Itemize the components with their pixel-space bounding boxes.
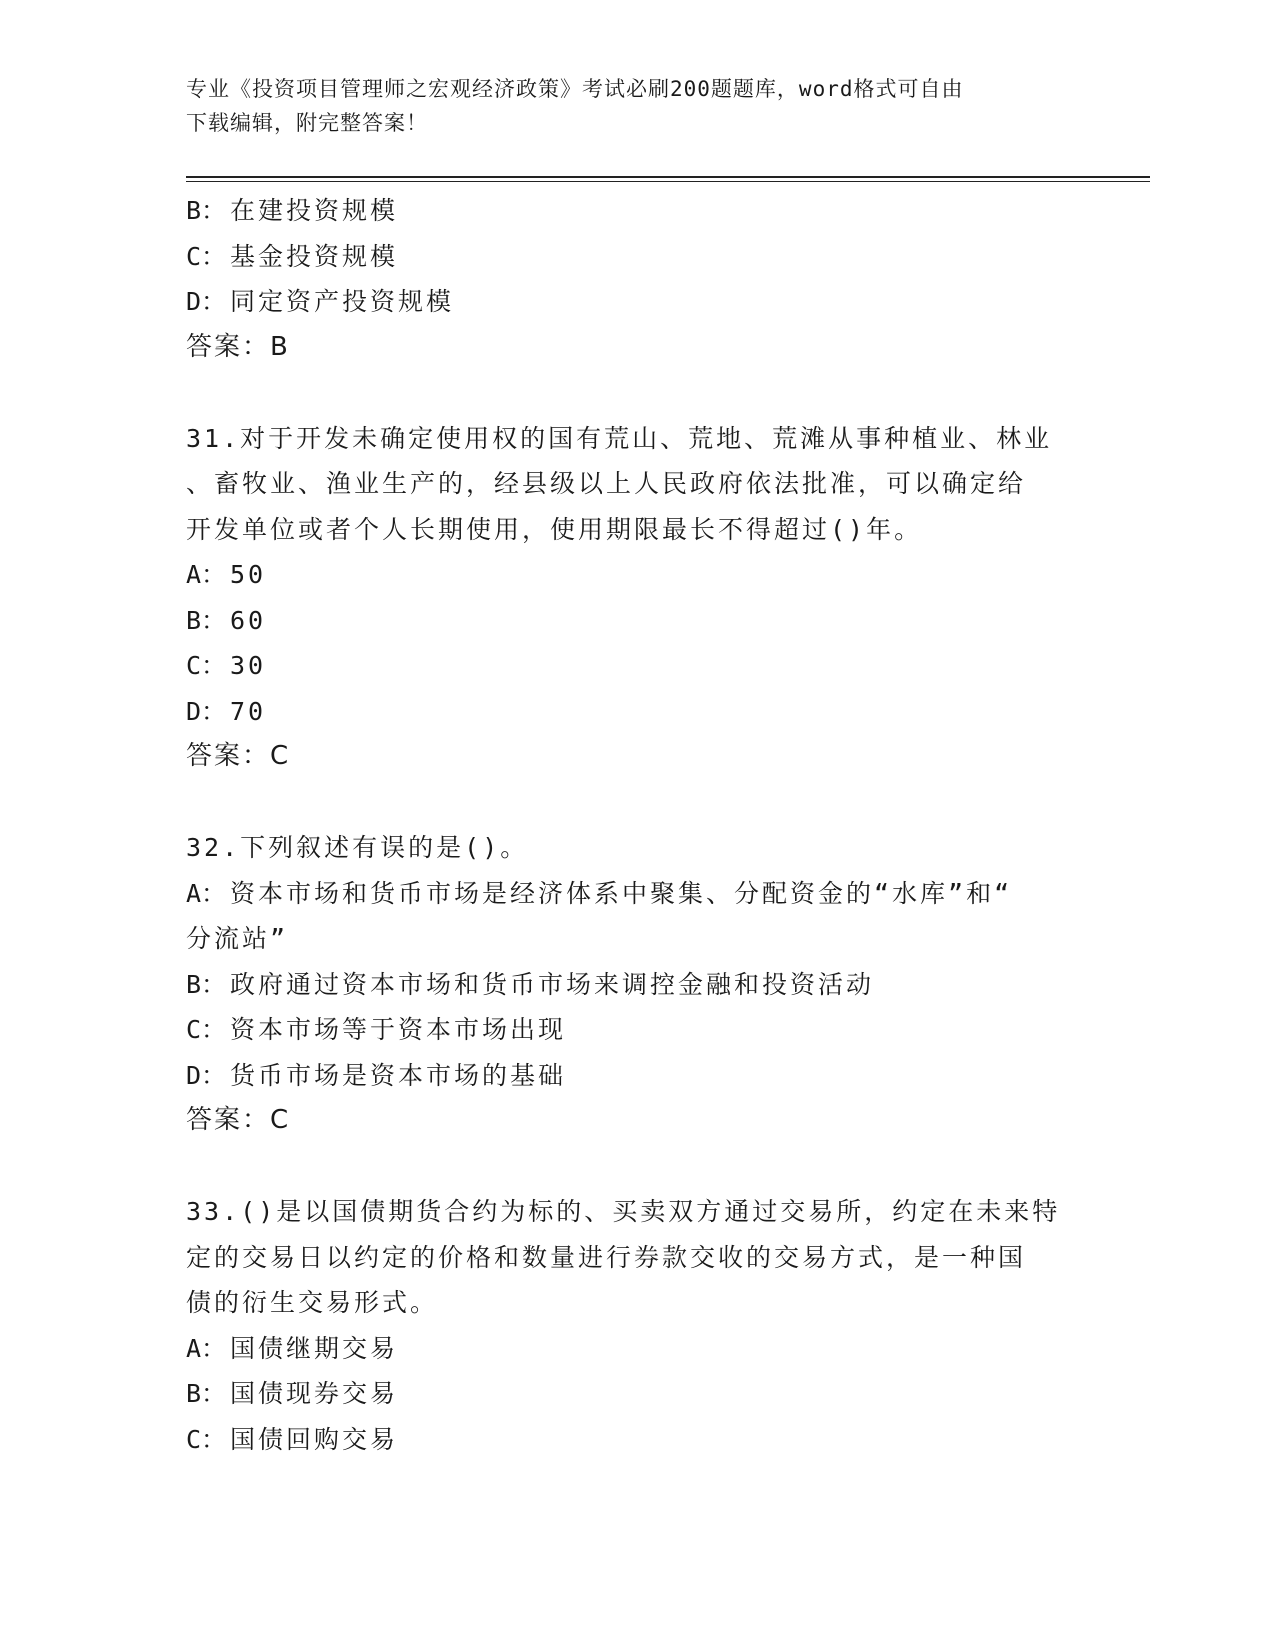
option-letter: A： bbox=[186, 1333, 227, 1363]
option-text: 同定资产投资规模 bbox=[230, 287, 455, 316]
option-text: 70 bbox=[230, 696, 267, 726]
header-rule-secondary bbox=[186, 181, 1150, 182]
header-line-1: 专业《投资项目管理师之宏观经济政策》考试必刷200题题库，word格式可自由 bbox=[186, 77, 964, 101]
question-32 bbox=[186, 825, 1066, 1144]
option-text: 在建投资规模 bbox=[230, 196, 399, 225]
option-letter: B： bbox=[186, 1379, 227, 1408]
option-b bbox=[186, 598, 1066, 644]
option-d bbox=[186, 1053, 1066, 1099]
question-33 bbox=[186, 1189, 1066, 1462]
option-letter: B： bbox=[186, 969, 227, 999]
option-letter: D： bbox=[186, 696, 227, 726]
question-stem-line: 33.()是以国债期货合约为标的、买卖双方通过交易所，约定在未来特 bbox=[186, 1197, 1061, 1226]
option-letter: C： bbox=[186, 651, 227, 680]
header-rule bbox=[186, 176, 1150, 178]
question-31 bbox=[186, 416, 1066, 780]
option-letter: C： bbox=[186, 241, 227, 271]
option-letter: B： bbox=[186, 605, 227, 635]
question-stem-line: 31.对于开发未确定使用权的国有荒山、荒地、荒滩从事种植业、林业 bbox=[186, 423, 1053, 453]
option-b bbox=[186, 1371, 1066, 1417]
option-letter: B： bbox=[186, 196, 227, 225]
option-d bbox=[186, 279, 1066, 325]
option-d bbox=[186, 689, 1066, 735]
option-c bbox=[186, 234, 1066, 280]
option-text: 30 bbox=[230, 651, 267, 680]
option-text: 政府通过资本市场和货币市场来调控金融和投资活动 bbox=[230, 969, 875, 999]
option-letter: D： bbox=[186, 1060, 227, 1090]
option-letter: A： bbox=[186, 560, 227, 589]
option-text: 资本市场等于资本市场出现 bbox=[230, 1015, 567, 1044]
option-text: 国债继期交易 bbox=[230, 1333, 399, 1363]
option-c bbox=[186, 643, 1066, 689]
answer-line: 答案：C bbox=[186, 741, 291, 771]
question-stem-line: 债的衍生交易形式。 bbox=[186, 1288, 439, 1317]
answer-line: 答案：B bbox=[186, 331, 290, 362]
question-stem-line: 定的交易日以约定的价格和数量进行券款交收的交易方式，是一种国 bbox=[186, 1242, 1027, 1272]
option-text: 货币市场是资本市场的基础 bbox=[230, 1060, 567, 1090]
option-c bbox=[186, 1417, 1066, 1463]
option-letter: D： bbox=[186, 287, 227, 316]
spacer bbox=[186, 1144, 1066, 1190]
option-letter: C： bbox=[186, 1424, 227, 1454]
question-stem-line: 、畜牧业、渔业生产的，经县级以上人民政府依法批准，可以确定给 bbox=[186, 469, 1027, 498]
question-stem-line: 32.下列叙述有误的是()。 bbox=[186, 833, 529, 862]
option-text: 国债现券交易 bbox=[230, 1379, 399, 1408]
option-b bbox=[186, 188, 1066, 234]
option-letter: C： bbox=[186, 1015, 227, 1044]
option-text: 资本市场和货币市场是经济体系中聚集、分配资金的“水库”和“ bbox=[230, 878, 1013, 908]
option-c bbox=[186, 1007, 1066, 1053]
option-text: 60 bbox=[230, 605, 267, 635]
option-a-continuation: 分流站” bbox=[186, 924, 289, 953]
spacer bbox=[186, 780, 1066, 826]
option-text: 国债回购交易 bbox=[230, 1424, 399, 1454]
option-a bbox=[186, 871, 1066, 917]
question-content bbox=[186, 188, 1066, 1462]
option-text: 基金投资规模 bbox=[230, 241, 399, 271]
spacer bbox=[186, 370, 1066, 416]
option-text: 50 bbox=[230, 560, 267, 589]
header-line-2: 下载编辑，附完整答案！ bbox=[186, 111, 428, 135]
option-letter: A： bbox=[186, 878, 227, 908]
answer-line: 答案：C bbox=[186, 1105, 291, 1135]
question-30-tail bbox=[186, 188, 1066, 370]
question-stem-line: 开发单位或者个人长期使用，使用期限最长不得超过()年。 bbox=[186, 514, 923, 544]
page-header bbox=[186, 72, 1086, 140]
option-a bbox=[186, 1326, 1066, 1372]
option-b bbox=[186, 962, 1066, 1008]
option-a bbox=[186, 552, 1066, 598]
